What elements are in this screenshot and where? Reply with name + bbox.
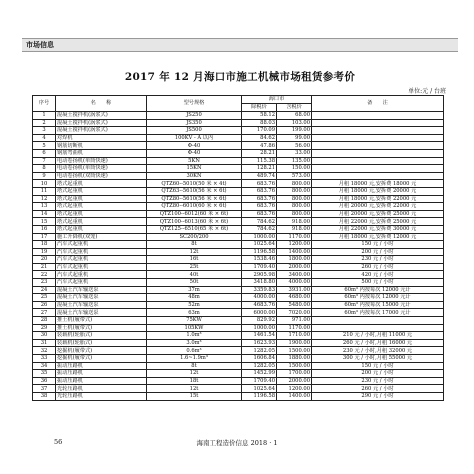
cell-name: 钢筋弯曲机 — [56, 149, 147, 157]
header-price-inc-tax: 含税价 — [277, 104, 312, 112]
cell-note: 月租 22000 元,安拆费 30000 元 — [312, 225, 444, 233]
cell-price-ex-tax: 683.76 — [242, 187, 277, 195]
cell-no: 2 — [33, 119, 56, 127]
cell-price-inc-tax: 800.00 — [277, 180, 312, 188]
cell-price-inc-tax: 1400.00 — [277, 392, 312, 400]
cell-note: 260 元 / 小时 — [312, 385, 444, 393]
table-row — [33, 271, 444, 279]
cell-note: 60m³ 内按每次 15000 元计 — [312, 301, 444, 309]
table-row — [33, 157, 444, 165]
cell-spec: JS500 — [147, 127, 242, 135]
cell-note — [312, 149, 444, 157]
table-row — [33, 362, 444, 370]
cell-note — [312, 134, 444, 142]
cell-price-ex-tax: 683.76 — [242, 210, 277, 218]
cell-name: 塔式起重机 — [56, 180, 147, 188]
cell-spec: 12t — [147, 248, 242, 256]
price-table — [32, 95, 444, 401]
cell-note: 230 元 / 小时 — [312, 377, 444, 385]
cell-spec: 63m — [147, 309, 242, 317]
cell-name: 汽车式起重机 — [56, 248, 147, 256]
cell-no: 33 — [33, 355, 56, 363]
cell-price-inc-tax: 1880.00 — [277, 355, 312, 363]
cell-name: 施工升降机(双笼) — [56, 233, 147, 241]
cell-name: 混凝土汽车输送泵 — [56, 286, 147, 294]
cell-note: 260 元 / 小时 — [312, 263, 444, 271]
cell-spec: 5KN — [147, 157, 242, 165]
cell-spec: Φ-40 — [147, 149, 242, 157]
cell-note: 月租 22000 元,安拆费 25000 元 — [312, 218, 444, 226]
cell-spec: 105KW — [147, 324, 242, 332]
page-title: 2017 年 12 月海口市施工机械市场租赁参考价 — [124, 71, 356, 83]
cell-spec: 3.0m³ — [147, 339, 242, 347]
cell-spec: 8t — [147, 362, 242, 370]
cell-note — [312, 317, 444, 325]
cell-price-inc-tax: 1170.00 — [277, 233, 312, 241]
cell-price-inc-tax: 800.00 — [277, 187, 312, 195]
cell-price-inc-tax: 68.00 — [277, 112, 312, 120]
cell-price-inc-tax: 1500.00 — [277, 362, 312, 370]
table-row — [33, 279, 444, 287]
cell-no: 38 — [33, 392, 56, 400]
cell-name: 挖掘机(履带式) — [56, 355, 147, 363]
table-row — [33, 112, 444, 120]
cell-no: 25 — [33, 294, 56, 302]
cell-price-ex-tax: 1282.05 — [242, 362, 277, 370]
cell-price-ex-tax: 3359.83 — [242, 286, 277, 294]
cell-price-inc-tax: 1200.00 — [277, 385, 312, 393]
cell-price-inc-tax: 103.00 — [277, 119, 312, 127]
cell-price-ex-tax: 1000.00 — [242, 324, 277, 332]
cell-price-inc-tax: 5480.00 — [277, 301, 312, 309]
cell-spec: JS250 — [147, 112, 242, 120]
cell-no: 13 — [33, 203, 56, 211]
cell-no: 4 — [33, 134, 56, 142]
cell-name: 电动卷扬机(双筒快速) — [56, 172, 147, 180]
cell-no: 28 — [33, 317, 56, 325]
cell-name: 光轮压路机 — [56, 392, 147, 400]
cell-price-ex-tax: 1623.93 — [242, 339, 277, 347]
cell-note — [312, 157, 444, 165]
cell-price-inc-tax: 150.00 — [277, 165, 312, 173]
cell-name: 振动压路机 — [56, 362, 147, 370]
cell-no: 6 — [33, 149, 56, 157]
table-row — [33, 347, 444, 355]
table-row — [33, 172, 444, 180]
cell-name: 振动压路机 — [56, 377, 147, 385]
cell-note: 60m³ 内按每次 12000 元计 — [312, 286, 444, 294]
unit-label: 单位:元 / 台班 — [408, 88, 446, 95]
cell-name: 汽车式起重机 — [56, 271, 147, 279]
cell-no: 27 — [33, 309, 56, 317]
header-spec: 型号规格 — [147, 96, 242, 112]
cell-price-inc-tax: 1700.00 — [277, 370, 312, 378]
cell-spec: 25t — [147, 263, 242, 271]
cell-price-ex-tax: 1025.64 — [242, 241, 277, 249]
cell-no: 21 — [33, 263, 56, 271]
cell-spec: 75KW — [147, 317, 242, 325]
cell-price-ex-tax: 1282.05 — [242, 347, 277, 355]
cell-spec: 1.6~1.9m³ — [147, 355, 242, 363]
cell-spec: 15t — [147, 392, 242, 400]
table-row — [33, 355, 444, 363]
cell-no: 15 — [33, 218, 56, 226]
cell-price-ex-tax: 1452.99 — [242, 370, 277, 378]
cell-no: 22 — [33, 271, 56, 279]
cell-no: 9 — [33, 172, 56, 180]
cell-note: 150 元 / 小时 — [312, 362, 444, 370]
cell-price-ex-tax: 28.21 — [242, 149, 277, 157]
cell-note: 月租 18000 元,安拆费 22000 元 — [312, 195, 444, 203]
cell-note: 300 元 / 小时,月租 55000 元 — [312, 355, 444, 363]
cell-note: 230 元 / 小时,月租 32000 元 — [312, 347, 444, 355]
cell-no: 3 — [33, 127, 56, 135]
cell-name: 钢筋切断机 — [56, 142, 147, 150]
table-row — [33, 309, 444, 317]
cell-price-ex-tax: 1538.46 — [242, 256, 277, 264]
cell-note: 60m³ 内按每次 17000 元计 — [312, 309, 444, 317]
cell-price-ex-tax: 683.76 — [242, 180, 277, 188]
cell-no: 16 — [33, 225, 56, 233]
table-row — [33, 210, 444, 218]
cell-spec: 0.6m³ — [147, 347, 242, 355]
table-row — [33, 370, 444, 378]
cell-no: 20 — [33, 256, 56, 264]
cell-note: 230 元 / 小时 — [312, 256, 444, 264]
table-row — [33, 187, 444, 195]
cell-note: 200 元 / 小时 — [312, 370, 444, 378]
cell-price-inc-tax: 1900.00 — [277, 339, 312, 347]
cell-price-ex-tax: 128.21 — [242, 165, 277, 173]
cell-spec: 48m — [147, 294, 242, 302]
cell-name: 混凝土搅拌机(涡浆式) — [56, 127, 147, 135]
page-number: 56 — [54, 438, 63, 446]
cell-name: 混凝土搅拌机(涡浆式) — [56, 119, 147, 127]
cell-price-ex-tax: 2905.98 — [242, 271, 277, 279]
cell-price-inc-tax: 918.00 — [277, 225, 312, 233]
cell-price-ex-tax: 170.09 — [242, 127, 277, 135]
cell-name: 汽车式起重机 — [56, 279, 147, 287]
table-row — [33, 225, 444, 233]
cell-spec: SC200/200 — [147, 233, 242, 241]
cell-name: 电动卷扬机(单筒快速) — [56, 157, 147, 165]
table-row — [33, 218, 444, 226]
table-row — [33, 294, 444, 302]
cell-price-inc-tax: 1500.00 — [277, 347, 312, 355]
cell-price-ex-tax: 3418.80 — [242, 279, 277, 287]
table-row — [33, 301, 444, 309]
cell-name: 混凝土搅拌机(涡浆式) — [56, 112, 147, 120]
table-row — [33, 127, 444, 135]
cell-no: 18 — [33, 241, 56, 249]
table-row — [33, 263, 444, 271]
cell-note: 420 元 / 小时 — [312, 271, 444, 279]
section-tag: 市场信息 — [26, 41, 54, 49]
cell-price-ex-tax: 47.86 — [242, 142, 277, 150]
header-price-ex-tax: 除税价 — [242, 104, 277, 112]
cell-price-inc-tax: 56.00 — [277, 142, 312, 150]
table-row — [33, 317, 444, 325]
cell-price-ex-tax: 1196.58 — [242, 392, 277, 400]
cell-price-inc-tax: 4000.00 — [277, 279, 312, 287]
cell-spec: Φ-40 — [147, 142, 242, 150]
cell-note: 月租 18000 元,安拆费 20000 元 — [312, 187, 444, 195]
table-row — [33, 233, 444, 241]
table-row — [33, 248, 444, 256]
cell-spec: QTZ100--6012(60 米 × 6t) — [147, 210, 242, 218]
cell-note — [312, 324, 444, 332]
cell-no: 24 — [33, 286, 56, 294]
cell-no: 12 — [33, 195, 56, 203]
table-row — [33, 256, 444, 264]
cell-note — [312, 127, 444, 135]
table-row — [33, 241, 444, 249]
cell-no: 32 — [33, 347, 56, 355]
cell-name: 混凝土汽车输送泵 — [56, 301, 147, 309]
cell-note: 月租 20000 元,安拆费 22000 元 — [312, 203, 444, 211]
cell-price-ex-tax: 683.76 — [242, 203, 277, 211]
cell-price-inc-tax: 2000.00 — [277, 263, 312, 271]
cell-price-ex-tax: 1461.54 — [242, 332, 277, 340]
cell-name: 塔式起重机 — [56, 195, 147, 203]
cell-spec: 30KN — [147, 172, 242, 180]
cell-note — [312, 165, 444, 173]
cell-name: 汽车式起重机 — [56, 241, 147, 249]
table-row — [33, 119, 444, 127]
cell-spec: QTZ60--5010(50 米 × 4t) — [147, 180, 242, 188]
cell-price-ex-tax: 784.62 — [242, 225, 277, 233]
cell-price-ex-tax: 829.92 — [242, 317, 277, 325]
cell-price-inc-tax: 971.00 — [277, 317, 312, 325]
cell-spec: 16t — [147, 256, 242, 264]
cell-spec: 50t — [147, 279, 242, 287]
publication-footer: 海南工程造价信息 2018 · 1 — [196, 439, 278, 447]
cell-name: 塔式起重机 — [56, 210, 147, 218]
cell-note — [312, 112, 444, 120]
cell-no: 30 — [33, 332, 56, 340]
cell-note: 月租 20000 元,安拆费 25000 元 — [312, 210, 444, 218]
cell-price-inc-tax: 7020.00 — [277, 309, 312, 317]
cell-price-inc-tax: 800.00 — [277, 210, 312, 218]
cell-spec: 12t — [147, 370, 242, 378]
cell-note: 500 元 / 小时 — [312, 279, 444, 287]
cell-note: 月租 18000 元,安拆费 18000 元 — [312, 180, 444, 188]
cell-price-inc-tax: 800.00 — [277, 195, 312, 203]
cell-note — [312, 119, 444, 127]
cell-no: 37 — [33, 385, 56, 393]
cell-no: 10 — [33, 180, 56, 188]
cell-spec: QTZ125--6510(65 米 × 6t) — [147, 225, 242, 233]
cell-no: 1 — [33, 112, 56, 120]
cell-no: 11 — [33, 187, 56, 195]
cell-no: 35 — [33, 370, 56, 378]
cell-no: 14 — [33, 210, 56, 218]
cell-no: 36 — [33, 377, 56, 385]
cell-name: 装载机(轮胎式) — [56, 339, 147, 347]
cell-note: 210 元 / 小时,月租 11000 元 — [312, 332, 444, 340]
cell-spec: 1.0m³ — [147, 332, 242, 340]
table-row — [33, 392, 444, 400]
table-row — [33, 339, 444, 347]
cell-price-ex-tax: 4000.00 — [242, 294, 277, 302]
cell-no: 17 — [33, 233, 56, 241]
table-row — [33, 332, 444, 340]
cell-no: 31 — [33, 339, 56, 347]
cell-name: 塔式起重机 — [56, 187, 147, 195]
cell-name: 装载机(轮胎式) — [56, 332, 147, 340]
cell-no: 8 — [33, 165, 56, 173]
cell-price-ex-tax: 1606.84 — [242, 355, 277, 363]
cell-spec: 100KV - A 以内 — [147, 134, 242, 142]
cell-price-inc-tax: 1400.00 — [277, 248, 312, 256]
cell-name: 推土机(履带式) — [56, 324, 147, 332]
cell-name: 混凝土汽车输送泵 — [56, 309, 147, 317]
cell-spec: 37m — [147, 286, 242, 294]
cell-price-inc-tax: 199.00 — [277, 127, 312, 135]
cell-name: 振动压路机 — [56, 370, 147, 378]
table-row — [33, 286, 444, 294]
header-no: 序号 — [33, 96, 56, 112]
table-body — [33, 112, 444, 401]
cell-price-ex-tax: 4683.76 — [242, 301, 277, 309]
cell-note: 150 元 / 小时 — [312, 241, 444, 249]
cell-spec: 8t — [147, 241, 242, 249]
cell-no: 19 — [33, 248, 56, 256]
cell-price-inc-tax: 1200.00 — [277, 241, 312, 249]
header-name: 名 称 — [56, 96, 147, 112]
cell-spec: 18t — [147, 377, 242, 385]
cell-note: 290 元 / 小时 — [312, 392, 444, 400]
table-row — [33, 165, 444, 173]
table-row — [33, 149, 444, 157]
cell-name: 光轮压路机 — [56, 385, 147, 393]
cell-no: 23 — [33, 279, 56, 287]
table-row — [33, 324, 444, 332]
cell-price-inc-tax: 4680.00 — [277, 294, 312, 302]
cell-price-inc-tax: 3931.00 — [277, 286, 312, 294]
table-row — [33, 195, 444, 203]
cell-price-inc-tax: 1710.00 — [277, 332, 312, 340]
table-row — [33, 180, 444, 188]
cell-price-inc-tax: 3400.00 — [277, 271, 312, 279]
cell-no: 29 — [33, 324, 56, 332]
cell-name: 对焊机 — [56, 134, 147, 142]
cell-spec: 52m — [147, 301, 242, 309]
cell-name: 混凝土汽车输送泵 — [56, 294, 147, 302]
cell-price-ex-tax: 6000.00 — [242, 309, 277, 317]
cell-price-inc-tax: 33.00 — [277, 149, 312, 157]
cell-price-ex-tax: 489.74 — [242, 172, 277, 180]
cell-name: 电动卷扬机(单筒快速) — [56, 165, 147, 173]
cell-price-inc-tax: 573.00 — [277, 172, 312, 180]
table-header-row — [33, 96, 444, 104]
table-row — [33, 142, 444, 150]
cell-no: 26 — [33, 301, 56, 309]
table-row — [33, 377, 444, 385]
cell-no: 7 — [33, 157, 56, 165]
cell-price-inc-tax: 1800.00 — [277, 256, 312, 264]
cell-name: 挖掘机(履带式) — [56, 347, 147, 355]
cell-name: 塔式起重机 — [56, 203, 147, 211]
cell-note — [312, 142, 444, 150]
cell-name: 汽车式起重机 — [56, 256, 147, 264]
cell-price-ex-tax: 84.62 — [242, 134, 277, 142]
cell-price-ex-tax: 1709.40 — [242, 263, 277, 271]
cell-price-ex-tax: 58.12 — [242, 112, 277, 120]
cell-price-inc-tax: 99.00 — [277, 134, 312, 142]
cell-spec: 15KN — [147, 165, 242, 173]
cell-price-inc-tax: 918.00 — [277, 218, 312, 226]
cell-price-ex-tax: 683.76 — [242, 195, 277, 203]
cell-price-ex-tax: 1196.58 — [242, 248, 277, 256]
cell-note — [312, 172, 444, 180]
cell-price-ex-tax: 1025.64 — [242, 385, 277, 393]
cell-price-ex-tax: 88.03 — [242, 119, 277, 127]
cell-price-ex-tax: 115.38 — [242, 157, 277, 165]
cell-spec: JS350 — [147, 119, 242, 127]
cell-price-inc-tax: 800.00 — [277, 203, 312, 211]
cell-price-inc-tax: 1170.00 — [277, 324, 312, 332]
table-row — [33, 134, 444, 142]
cell-note: 200 元 / 小时 — [312, 248, 444, 256]
cell-spec: QTZ63--5610(56 米 × 6t) — [147, 187, 242, 195]
cell-price-ex-tax: 784.62 — [242, 218, 277, 226]
cell-note: 260 元 / 小时,月租 16000 元 — [312, 339, 444, 347]
cell-spec: QTZ80--6010(60 米 × 6t) — [147, 203, 242, 211]
cell-price-ex-tax: 1000.00 — [242, 233, 277, 241]
cell-name: 推土机(履带式) — [56, 317, 147, 325]
table-row — [33, 385, 444, 393]
cell-spec: QTZ80--5610(56 米 × 6t) — [147, 195, 242, 203]
cell-name: 塔式起重机 — [56, 218, 147, 226]
table-row — [33, 203, 444, 211]
cell-note: 月租 18000 元,安拆费 12000 元 — [312, 233, 444, 241]
cell-spec: 40t — [147, 271, 242, 279]
header-city: 海口市 — [242, 96, 312, 104]
cell-no: 34 — [33, 362, 56, 370]
cell-price-inc-tax: 2000.00 — [277, 377, 312, 385]
cell-name: 汽车式起重机 — [56, 263, 147, 271]
cell-note: 60m³ 内按每次 12000 元计 — [312, 294, 444, 302]
cell-price-ex-tax: 1709.40 — [242, 377, 277, 385]
cell-spec: 12t — [147, 385, 242, 393]
cell-name: 塔式起重机 — [56, 225, 147, 233]
header-note: 备 注 — [312, 96, 444, 112]
section-header-bar — [22, 38, 458, 52]
cell-no: 5 — [33, 142, 56, 150]
cell-price-inc-tax: 135.00 — [277, 157, 312, 165]
cell-spec: QTZ100--6013(60 米 × 6t) — [147, 218, 242, 226]
